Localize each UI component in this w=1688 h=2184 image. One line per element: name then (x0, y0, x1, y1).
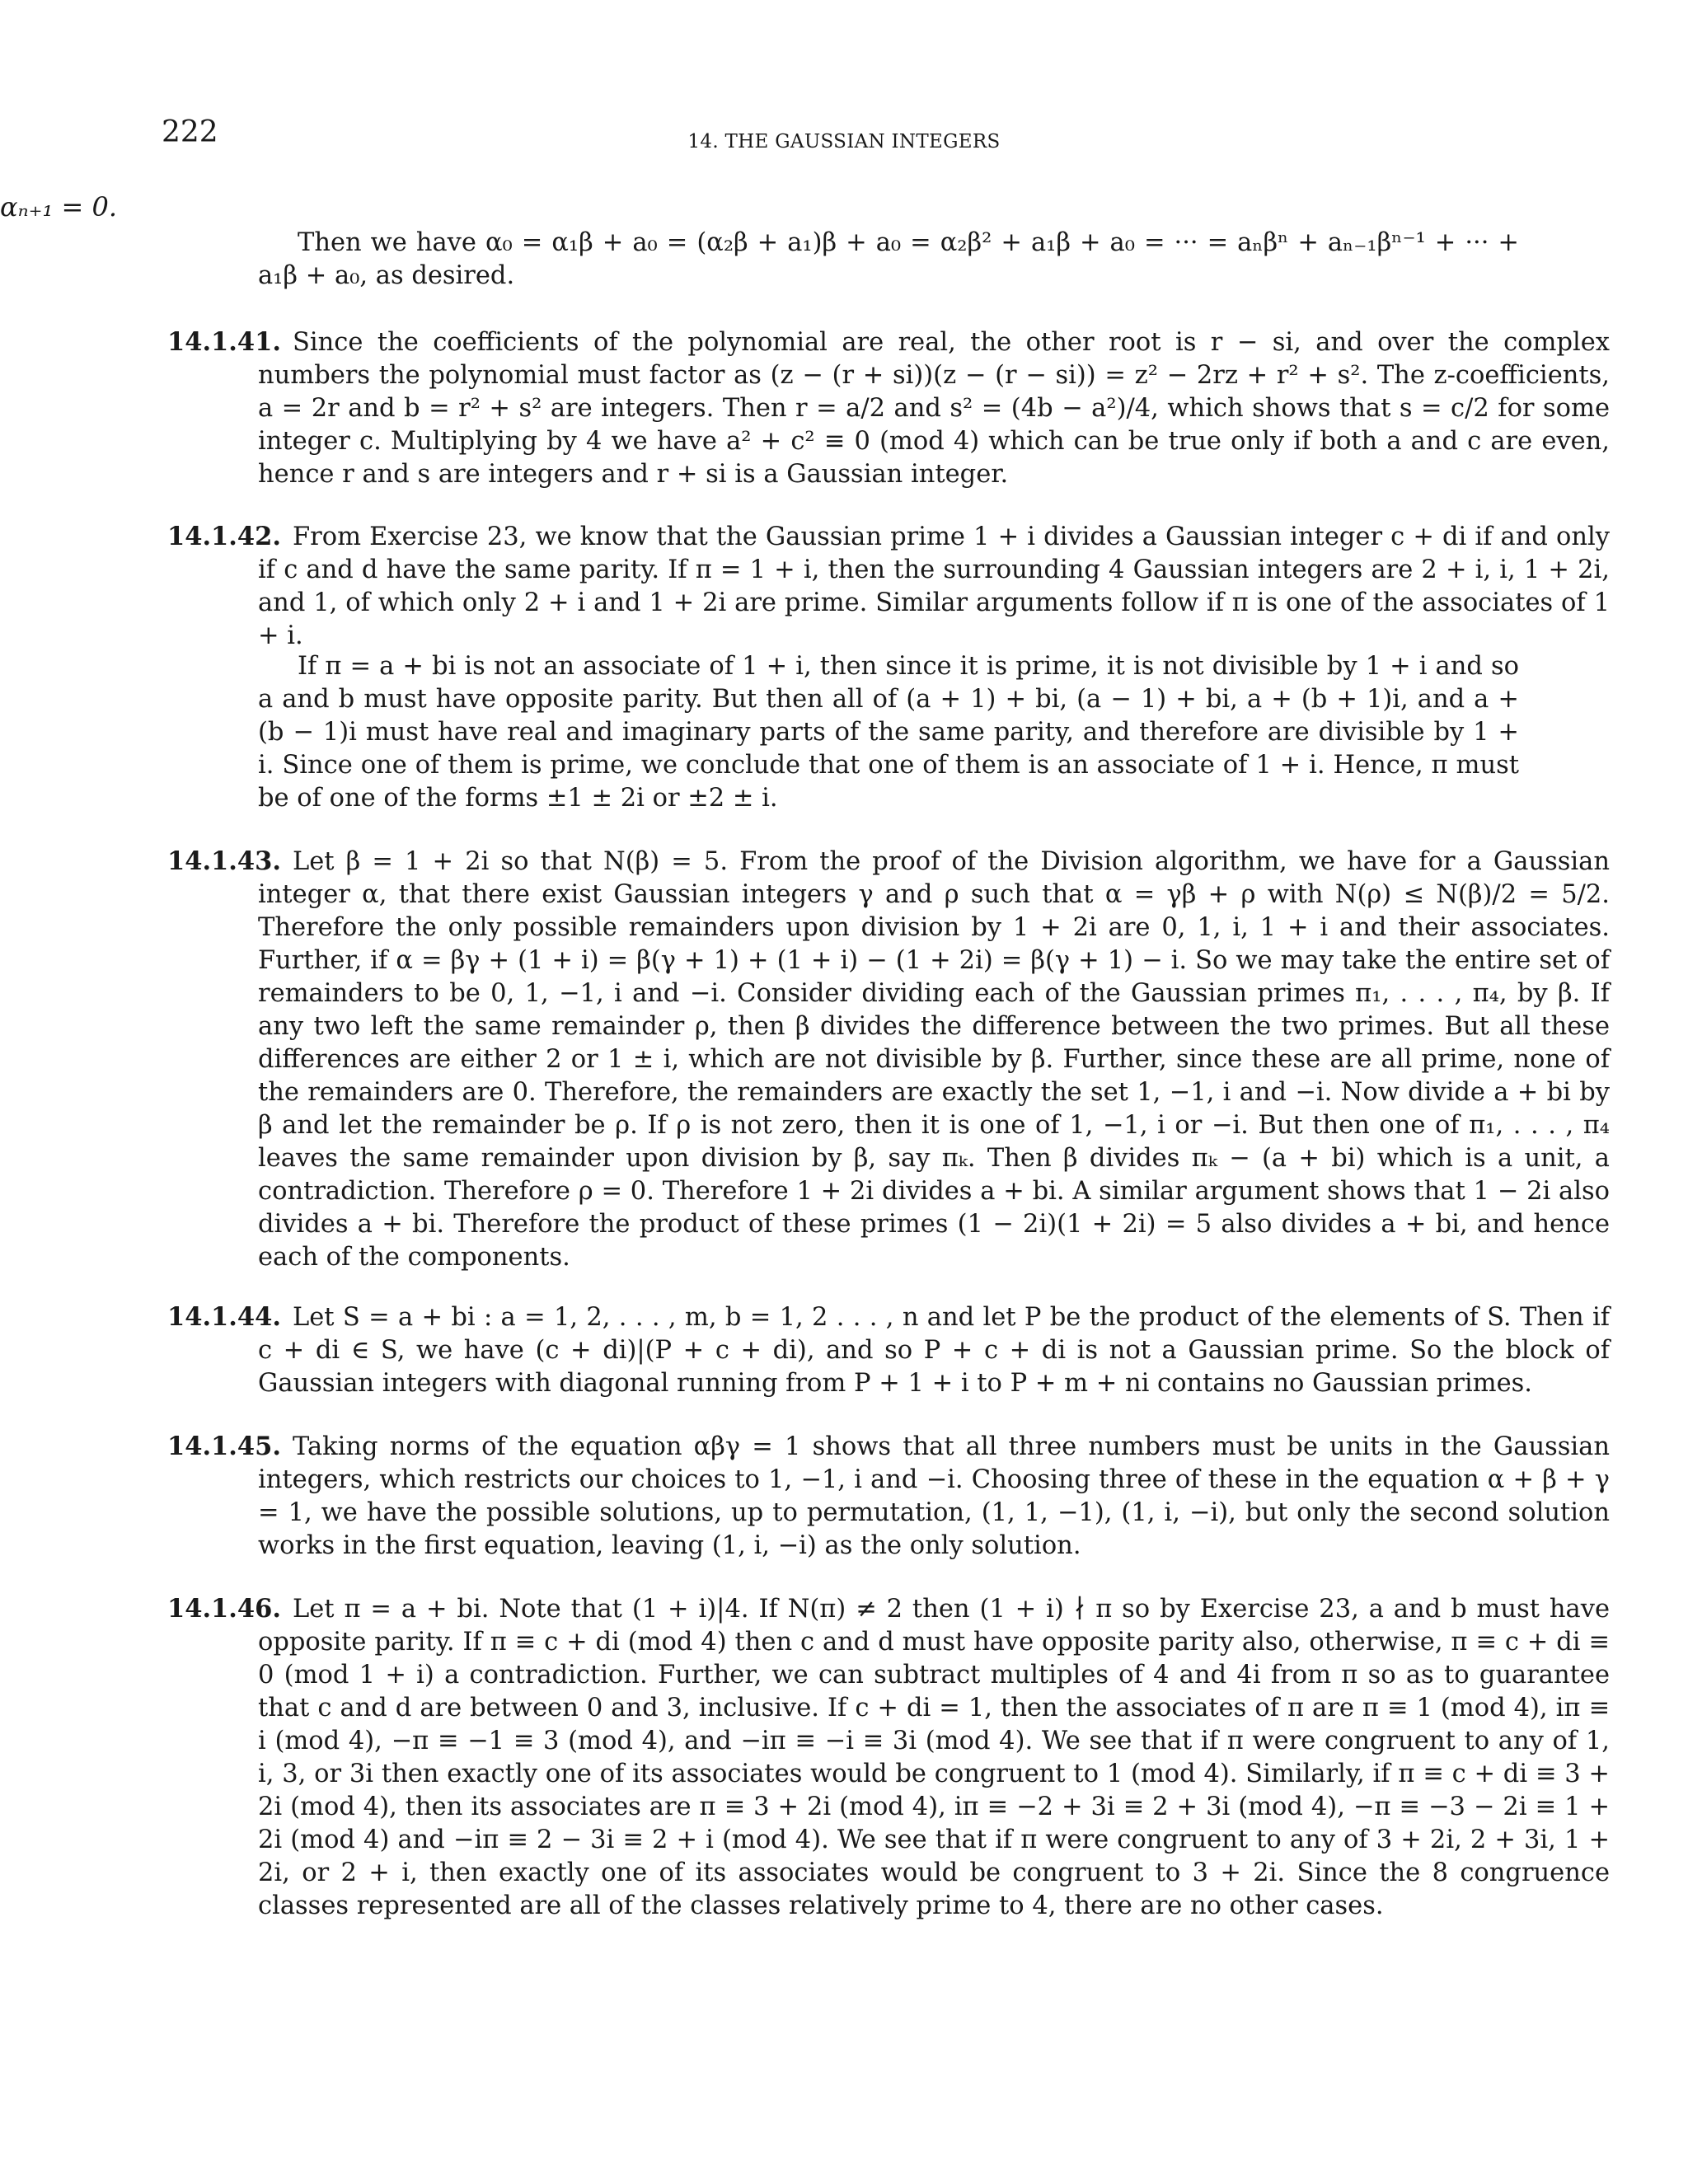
top-equation: αₙ₊₁ = 0. (0, 191, 117, 223)
exercise-14-1-45 (167, 1430, 1610, 1563)
exercise-14-1-41 (167, 326, 1610, 491)
exercise-label: 14.1.44. (167, 1302, 281, 1332)
running-title: 14. THE GAUSSIAN INTEGERS (687, 131, 1001, 152)
exercise-label: 14.1.46. (167, 1594, 281, 1624)
page-number: 222 (162, 115, 218, 149)
exercise-text: From Exercise 23, we know that the Gaussian prime 1 + i divides a Gaussian integer c + di if and only if c and d have the same parity. If π = 1 + i, then the surrounding 4 Gaussian integers are 2 + i, i, 1 + 2i, and 1, of which only 2 + i and 1 + 2i are prime. Similar arguments follow if π is one of the associates of 1 + i. (258, 523, 1610, 650)
exercise-text: Let β = 1 + 2i so that N(β) = 5. From the proof of the Division algorithm, we have for a Gaussian integer α, that there exist Gaussian integers γ and ρ such that α = γβ + ρ with N(ρ) ≤ N(β)/2 = 5/2. Therefore the only possible remainders upon division by 1 + 2i are 0, 1, i, 1 + i and their associates. Further, if α = βγ + (1 + i) = β(γ + 1) + (1 + i) − (1 + 2i) = β(γ + 1) − i. So we may take the entire set of remainders to be 0, 1, −1, i and −i. Consider dividing each of the Gaussian primes π₁, . . . , π₄, by β. If any two left the same remainder ρ, then β divides the difference between the two primes. But all these differences are either 2 or 1 ± i, which are not divisible by β. Further, since these are all prime, none of the remainders are 0. Therefore, the remainders are exactly the set 1, −1, i and −i. Now divide a + bi by β and let the remainder be ρ. If ρ is not zero, then it is one of 1, −1, i or −i. But then one of π₁, . . . , π₄ leaves the same remainder upon division by β, say πₖ. Then β divides πₖ − (a + bi) which is a unit, a contradiction. Therefore ρ = 0. Therefore 1 + 2i divides a + bi. A similar argument shows that 1 − 2i also divides a + bi. Therefore the product of these primes (1 − 2i)(1 + 2i) = 5 also divides a + bi, and hence each of the components. (258, 847, 1610, 1272)
exercise-label: 14.1.41. (167, 327, 281, 357)
exercise-14-1-42-paragraph-2: If π = a + bi is not an associate of 1 + i, then since it is prime, it is not divisible by 1 + i and so a and b must have opposite parity. But then all of (a + 1) + bi, (a − 1) + bi, a + (b + 1)i, and a + (b − 1)i must have real and imaginary parts of the same parity, and therefore are divisible by 1 + i. Since one of them is prime, we conclude that one of them is an associate of 1 + i. Hence, π must be of one of the forms ±1 ± 2i or ±2 ± i. (258, 652, 1519, 813)
top-paragraph: Then we have α₀ = α₁β + a₀ = (α₂β + a₁)β + a₀ = α₂β² + a₁β + a₀ = ··· = aₙβⁿ + aₙ₋₁βⁿ⁻¹ + ··· + a₁β + a₀, as desired. (258, 228, 1519, 290)
exercise-label: 14.1.45. (167, 1432, 281, 1461)
exercise-text: Since the coefficients of the polynomial are real, the other root is r − si, and over the complex numbers the polynomial must factor as (z − (r + si))(z − (r − si)) = z² − 2rz + r² + s². The z-coefficients, a = 2r and b = r² + s² are integers. Then r = a/2 and s² = (4b − a²)/4, which shows that s = c/2 for some integer c. Multiplying by 4 we have a² + c² ≡ 0 (mod 4) which can be true only if both a and c are even, hence r and s are integers and r + si is a Gaussian integer. (258, 328, 1610, 489)
exercise-label: 14.1.43. (167, 846, 281, 876)
exercise-text: Let S = a + bi : a = 1, 2, . . . , m, b = 1, 2 . . . , n and let P be the product of the elements of S. Then if c + di ∈ S, we have (c + di)|(P + c + di), and so P + c + di is not a Gaussian prime. So the block of Gaussian integers with diagonal running from P + 1 + i to P + m + ni contains no Gaussian primes. (258, 1303, 1610, 1398)
exercise-14-1-43 (167, 845, 1610, 1274)
exercise-text: Taking norms of the equation αβγ = 1 shows that all three numbers must be units in the Gaussian integers, which restricts our choices to 1, −1, i and −i. Choosing three of these in the equation α + β + γ = 1, we have the possible solutions, up to permutation, (1, 1, −1), (1, i, −i), but only the second solution works in the first equation, leaving (1, i, −i) as the only solution. (258, 1432, 1610, 1560)
exercise-14-1-44 (167, 1301, 1610, 1400)
exercise-14-1-46 (167, 1592, 1610, 1923)
exercise-14-1-42 (167, 520, 1610, 653)
exercise-label: 14.1.42. (167, 522, 281, 551)
exercise-text: Let π = a + bi. Note that (1 + i)|4. If N(π) ≠ 2 then (1 + i) ∤ π so by Exercise 23, a and b must have opposite parity. If π ≡ c + di (mod 4) then c and d must have opposite parity also, otherwise, π ≡ c + di ≡ 0 (mod 1 + i) a contradiction. Further, we can subtract multiples of 4 and 4i from π so as to guarantee that c and d are between 0 and 3, inclusive. If c + di = 1, then the associates of π are π ≡ 1 (mod 4), iπ ≡ i (mod 4), −π ≡ −1 ≡ 3 (mod 4), and −iπ ≡ −i ≡ 3i (mod 4). We see that if π were congruent to any of 1, i, 3, or 3i then exactly one of its associates would be congruent to 1 (mod 4). Similarly, if π ≡ c + di ≡ 3 + 2i (mod 4), then its associates are π ≡ 3 + 2i (mod 4), iπ ≡ −2 + 3i ≡ 2 + 3i (mod 4), −π ≡ −3 − 2i ≡ 1 + 2i (mod 4) and −iπ ≡ 2 − 3i ≡ 2 + i (mod 4). We see that if π were congruent to any of 3 + 2i, 2 + 3i, 1 + 2i, or 2 + i, then exactly one of its associates would be congruent to 3 + 2i. Since the 8 congruence classes represented are all of the classes relatively prime to 4, there are no other cases. (258, 1595, 1610, 1920)
